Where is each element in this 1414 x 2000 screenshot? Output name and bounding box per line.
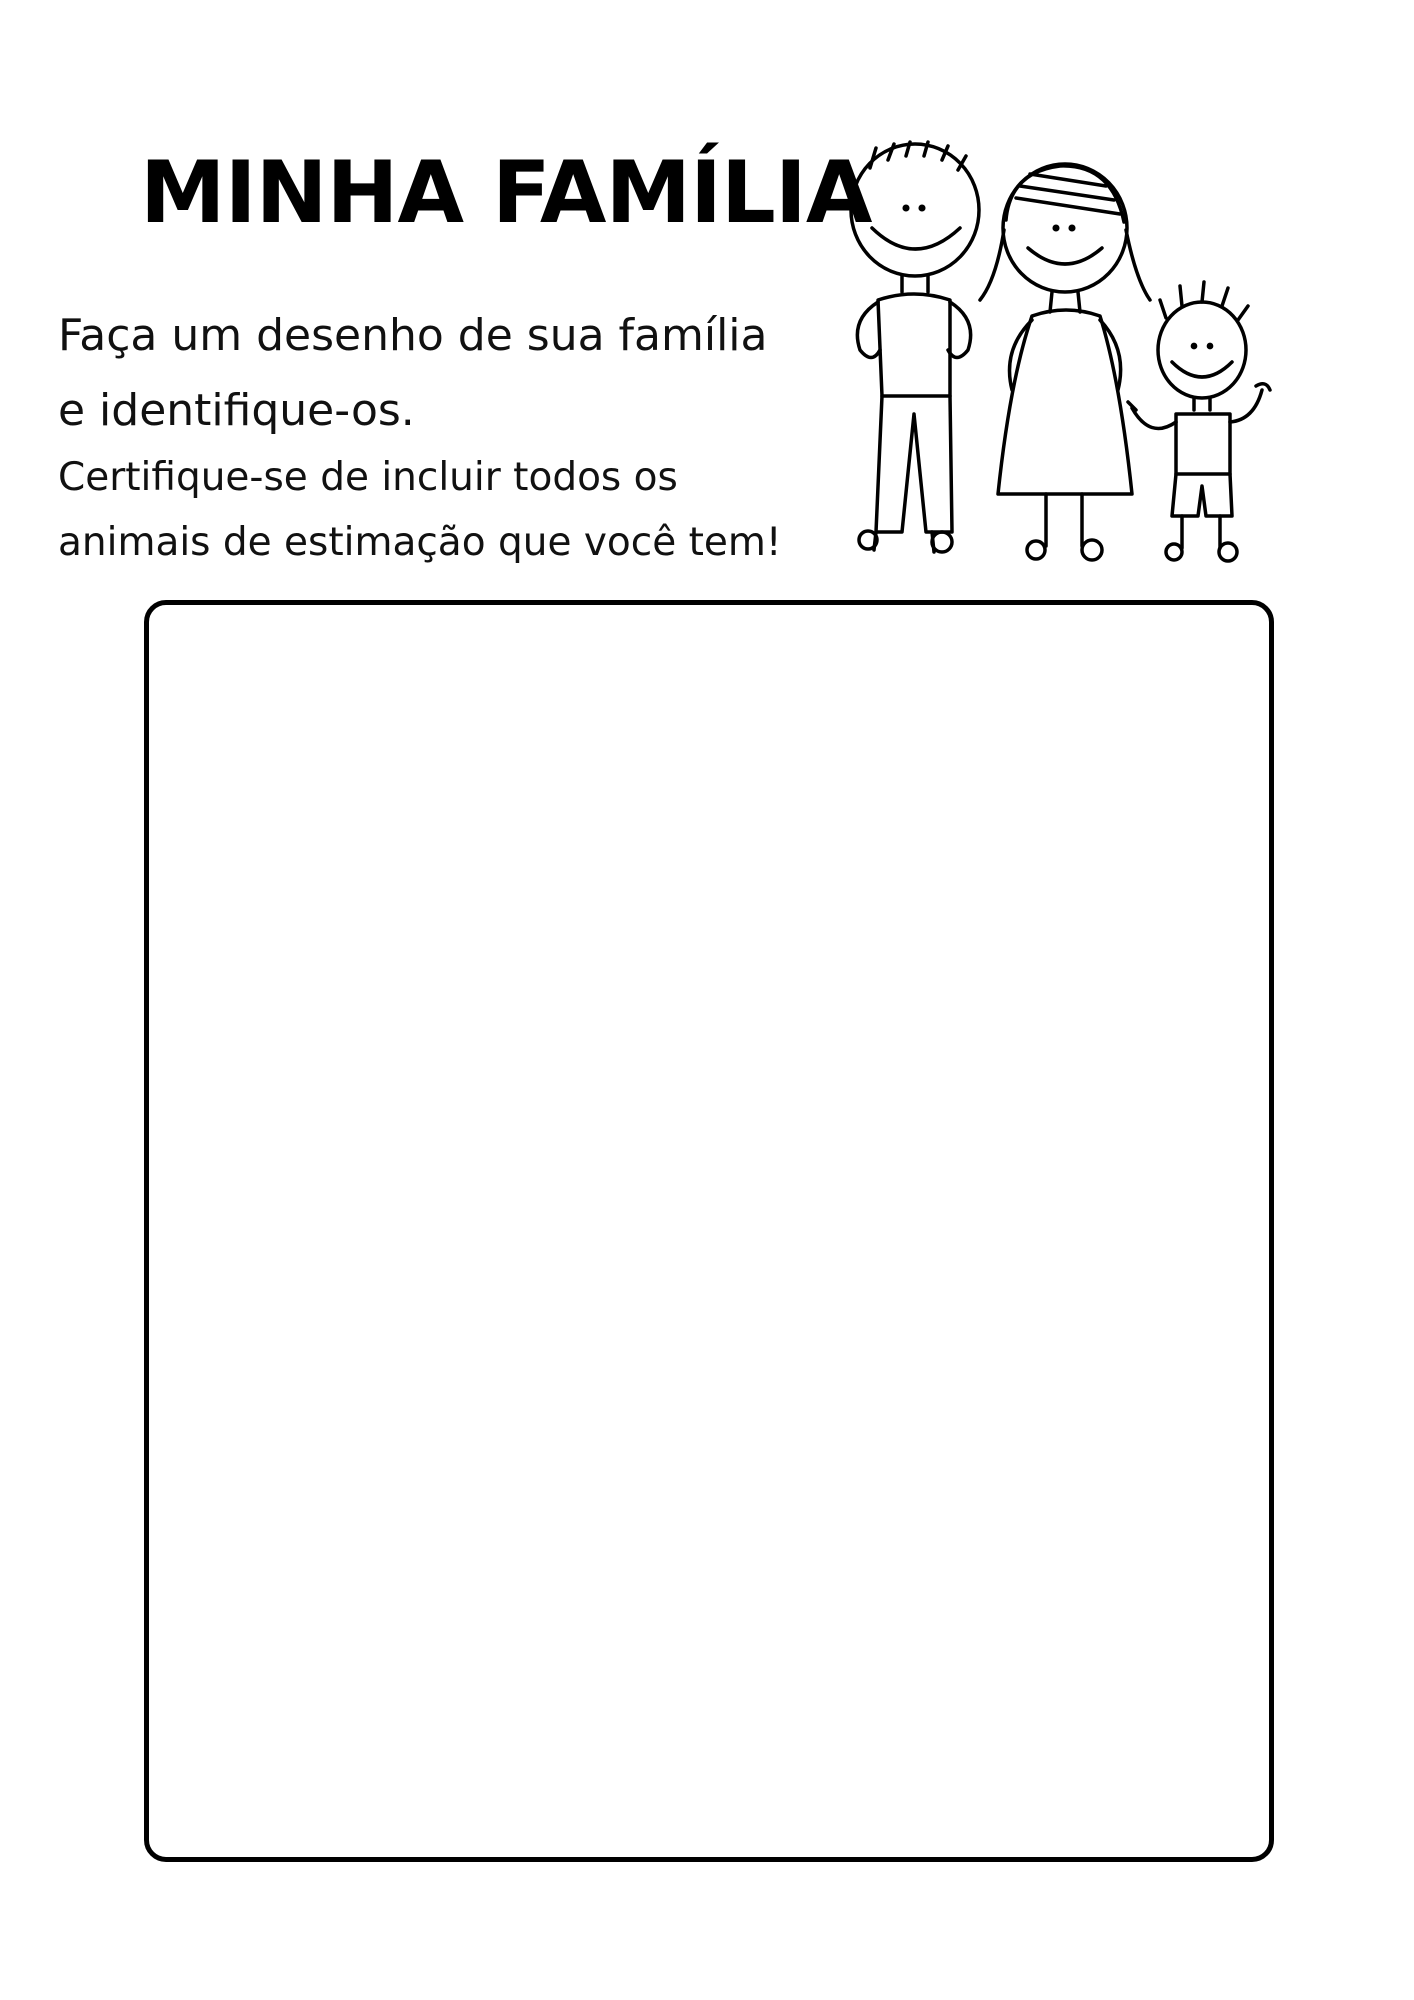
- instruction-line-4: animais de estimação que você tem!: [58, 520, 782, 565]
- instruction-line-1: Faça um desenho de sua família: [58, 310, 768, 361]
- mother-figure-icon: [980, 164, 1150, 560]
- page-title: MINHA FAMÍLIA: [140, 143, 872, 243]
- family-stick-figures-icon: [810, 140, 1290, 580]
- instruction-line-3: Certifique-se de incluir todos os: [58, 455, 678, 500]
- child-figure-icon: [1128, 282, 1270, 561]
- instruction-line-2: e identifique-os.: [58, 385, 415, 436]
- drawing-area[interactable]: [144, 600, 1274, 1862]
- father-figure-icon: [851, 142, 979, 552]
